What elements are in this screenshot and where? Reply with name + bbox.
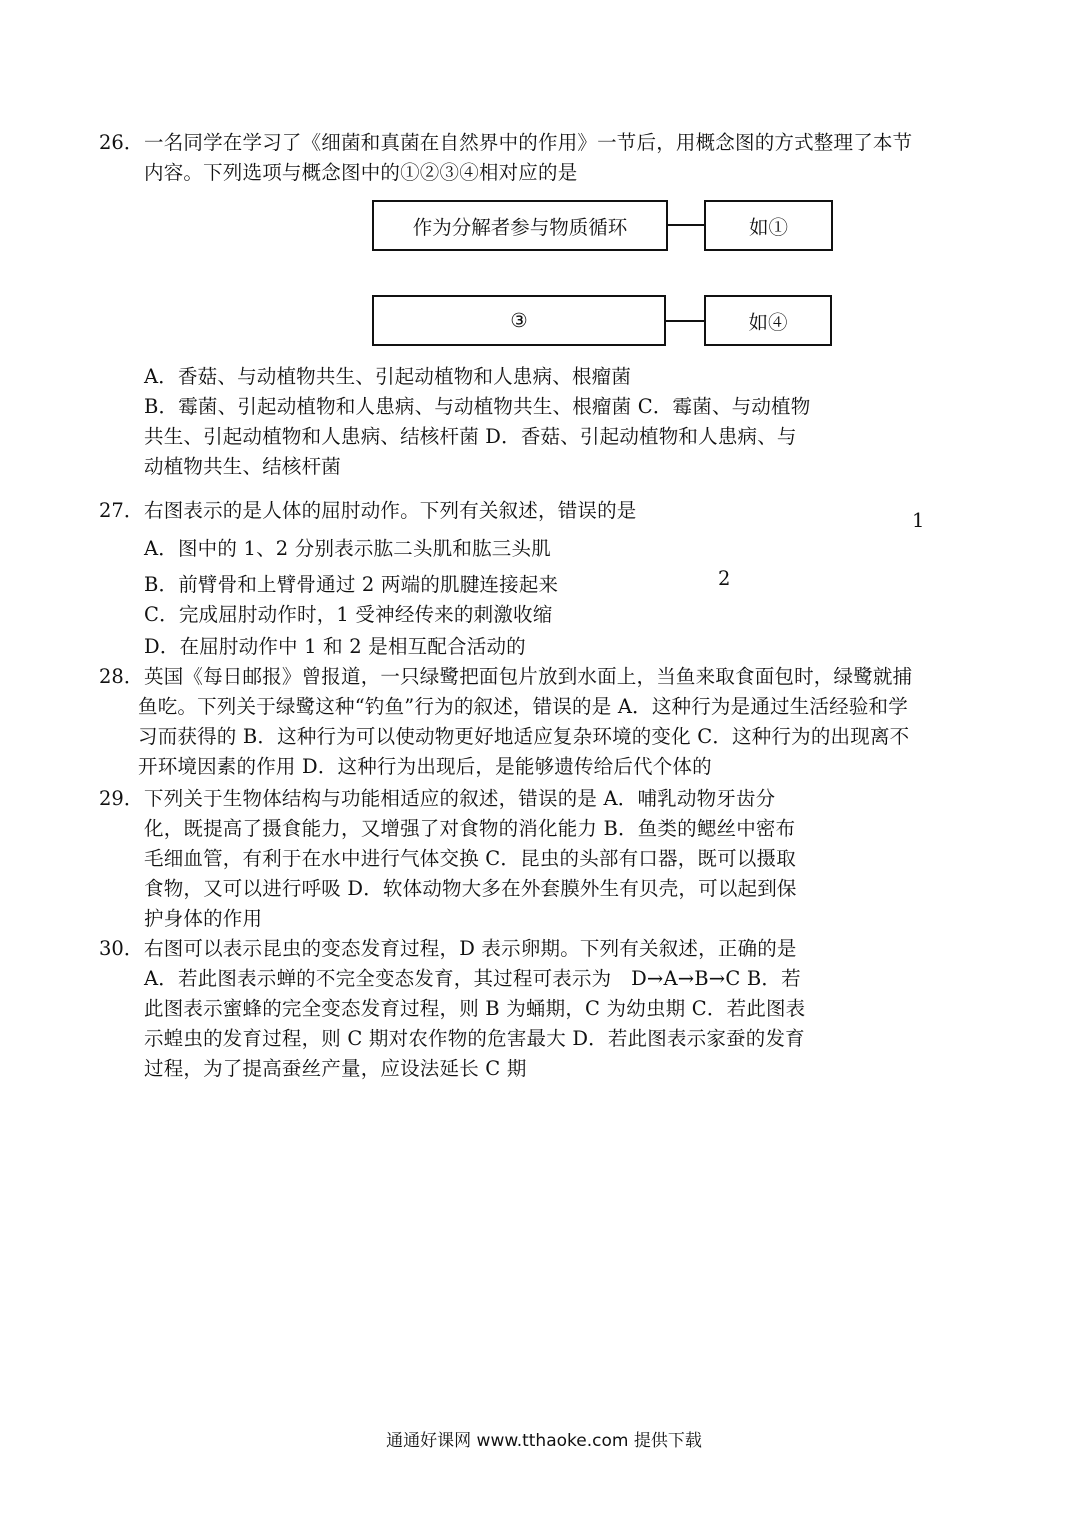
question-number: 30． [99,937,144,960]
option-text: A．图中的 1、2 分别表示肱二头肌和肱三头肌 [144,537,551,560]
option-text: C．完成屈肘动作时，1 受神经传来的刺激收缩 [144,603,553,626]
question-text: A．若此图表示蝉的不完全变态发育，其过程可表示为 D→A→B→C B．若 [144,967,801,990]
question-text: 右图可以表示昆虫的变态发育过程，D 表示卵期。下列有关叙述，正确的是 [144,937,797,960]
question-number: 27． [99,499,144,522]
figure-label-2: 2 [718,567,731,590]
option-text: B．前臂骨和上臂骨通过 2 两端的肌腱连接起来 [144,573,559,596]
option-text: 共生、引起动植物和人患病、结核杆菌 D．香菇、引起动植物和人患病、与 [144,425,797,448]
question-stem: 内容。下列选项与概念图中的①②③④相对应的是 [144,161,578,184]
question-text: 习而获得的 B．这种行为可以使动物更好地适应复杂环境的变化 C．这种行为的出现离不 [138,725,910,748]
option-text: D．在屈肘动作中 1 和 2 是相互配合活动的 [144,635,526,658]
question-text: 护身体的作用 [144,907,263,930]
question-text: 示蝗虫的发育过程，则 C 期对农作物的危害最大 D．若此图表示家蚕的发育 [144,1027,805,1050]
question-text: 下列关于生物体结构与功能相适应的叙述，错误的是 A．哺乳动物牙齿分 [144,787,776,810]
concept-box-decomposer: 作为分解者参与物质循环 [372,200,668,251]
question-number: 29． [99,787,144,810]
figure-label-1: 1 [912,509,925,532]
question-number: 28． [99,665,144,688]
question-text: 过程，为了提高蚕丝产量，应设法延长 C 期 [144,1057,527,1080]
option-text: A．香菇、与动植物共生、引起动植物和人患病、根瘤菌 [144,365,632,388]
concept-box-example-4: 如④ [704,295,832,346]
question-text: 开环境因素的作用 D．这种行为出现后，是能够遗传给后代个体的 [138,755,712,778]
concept-box-3: ③ [372,295,666,346]
question-text: 鱼吃。下列关于绿鹭这种“钓鱼”行为的叙述，错误的是 A．这种行为是通过生活经验和学 [138,695,908,718]
option-text: 动植物共生、结核杆菌 [144,455,342,478]
question-text: 食物，又可以进行呼吸 D．软体动物大多在外套膜外生有贝壳，可以起到保 [144,877,797,900]
question-stem: 一名同学在学习了《细菌和真菌在自然界中的作用》一节后，用概念图的方式整理了本节 [144,131,913,154]
concept-box-example-1: 如① [704,200,833,251]
page-footer: 通通好课网 www.tthaoke.com 提供下载 [386,1431,702,1451]
option-text: B．霉菌、引起动植物和人患病、与动植物共生、根瘤菌 C．霉菌、与动植物 [144,395,811,418]
connector-line [666,320,704,322]
question-text: 此图表示蜜蜂的完全变态发育过程，则 B 为蛹期，C 为幼虫期 C．若此图表 [144,997,806,1020]
connector-line [668,224,704,226]
question-text: 毛细血管，有利于在水中进行气体交换 C．昆虫的头部有口器，既可以摄取 [144,847,796,870]
question-stem: 右图表示的是人体的屈肘动作。下列有关叙述，错误的是 [144,499,637,522]
question-text: 化，既提高了摄食能力，又增强了对食物的消化能力 B．鱼类的鳃丝中密布 [144,817,796,840]
question-number: 26． [99,131,144,154]
question-text: 英国《每日邮报》曾报道，一只绿鹭把面包片放到水面上，当鱼来取食面包时，绿鹭就捕 [144,665,913,688]
